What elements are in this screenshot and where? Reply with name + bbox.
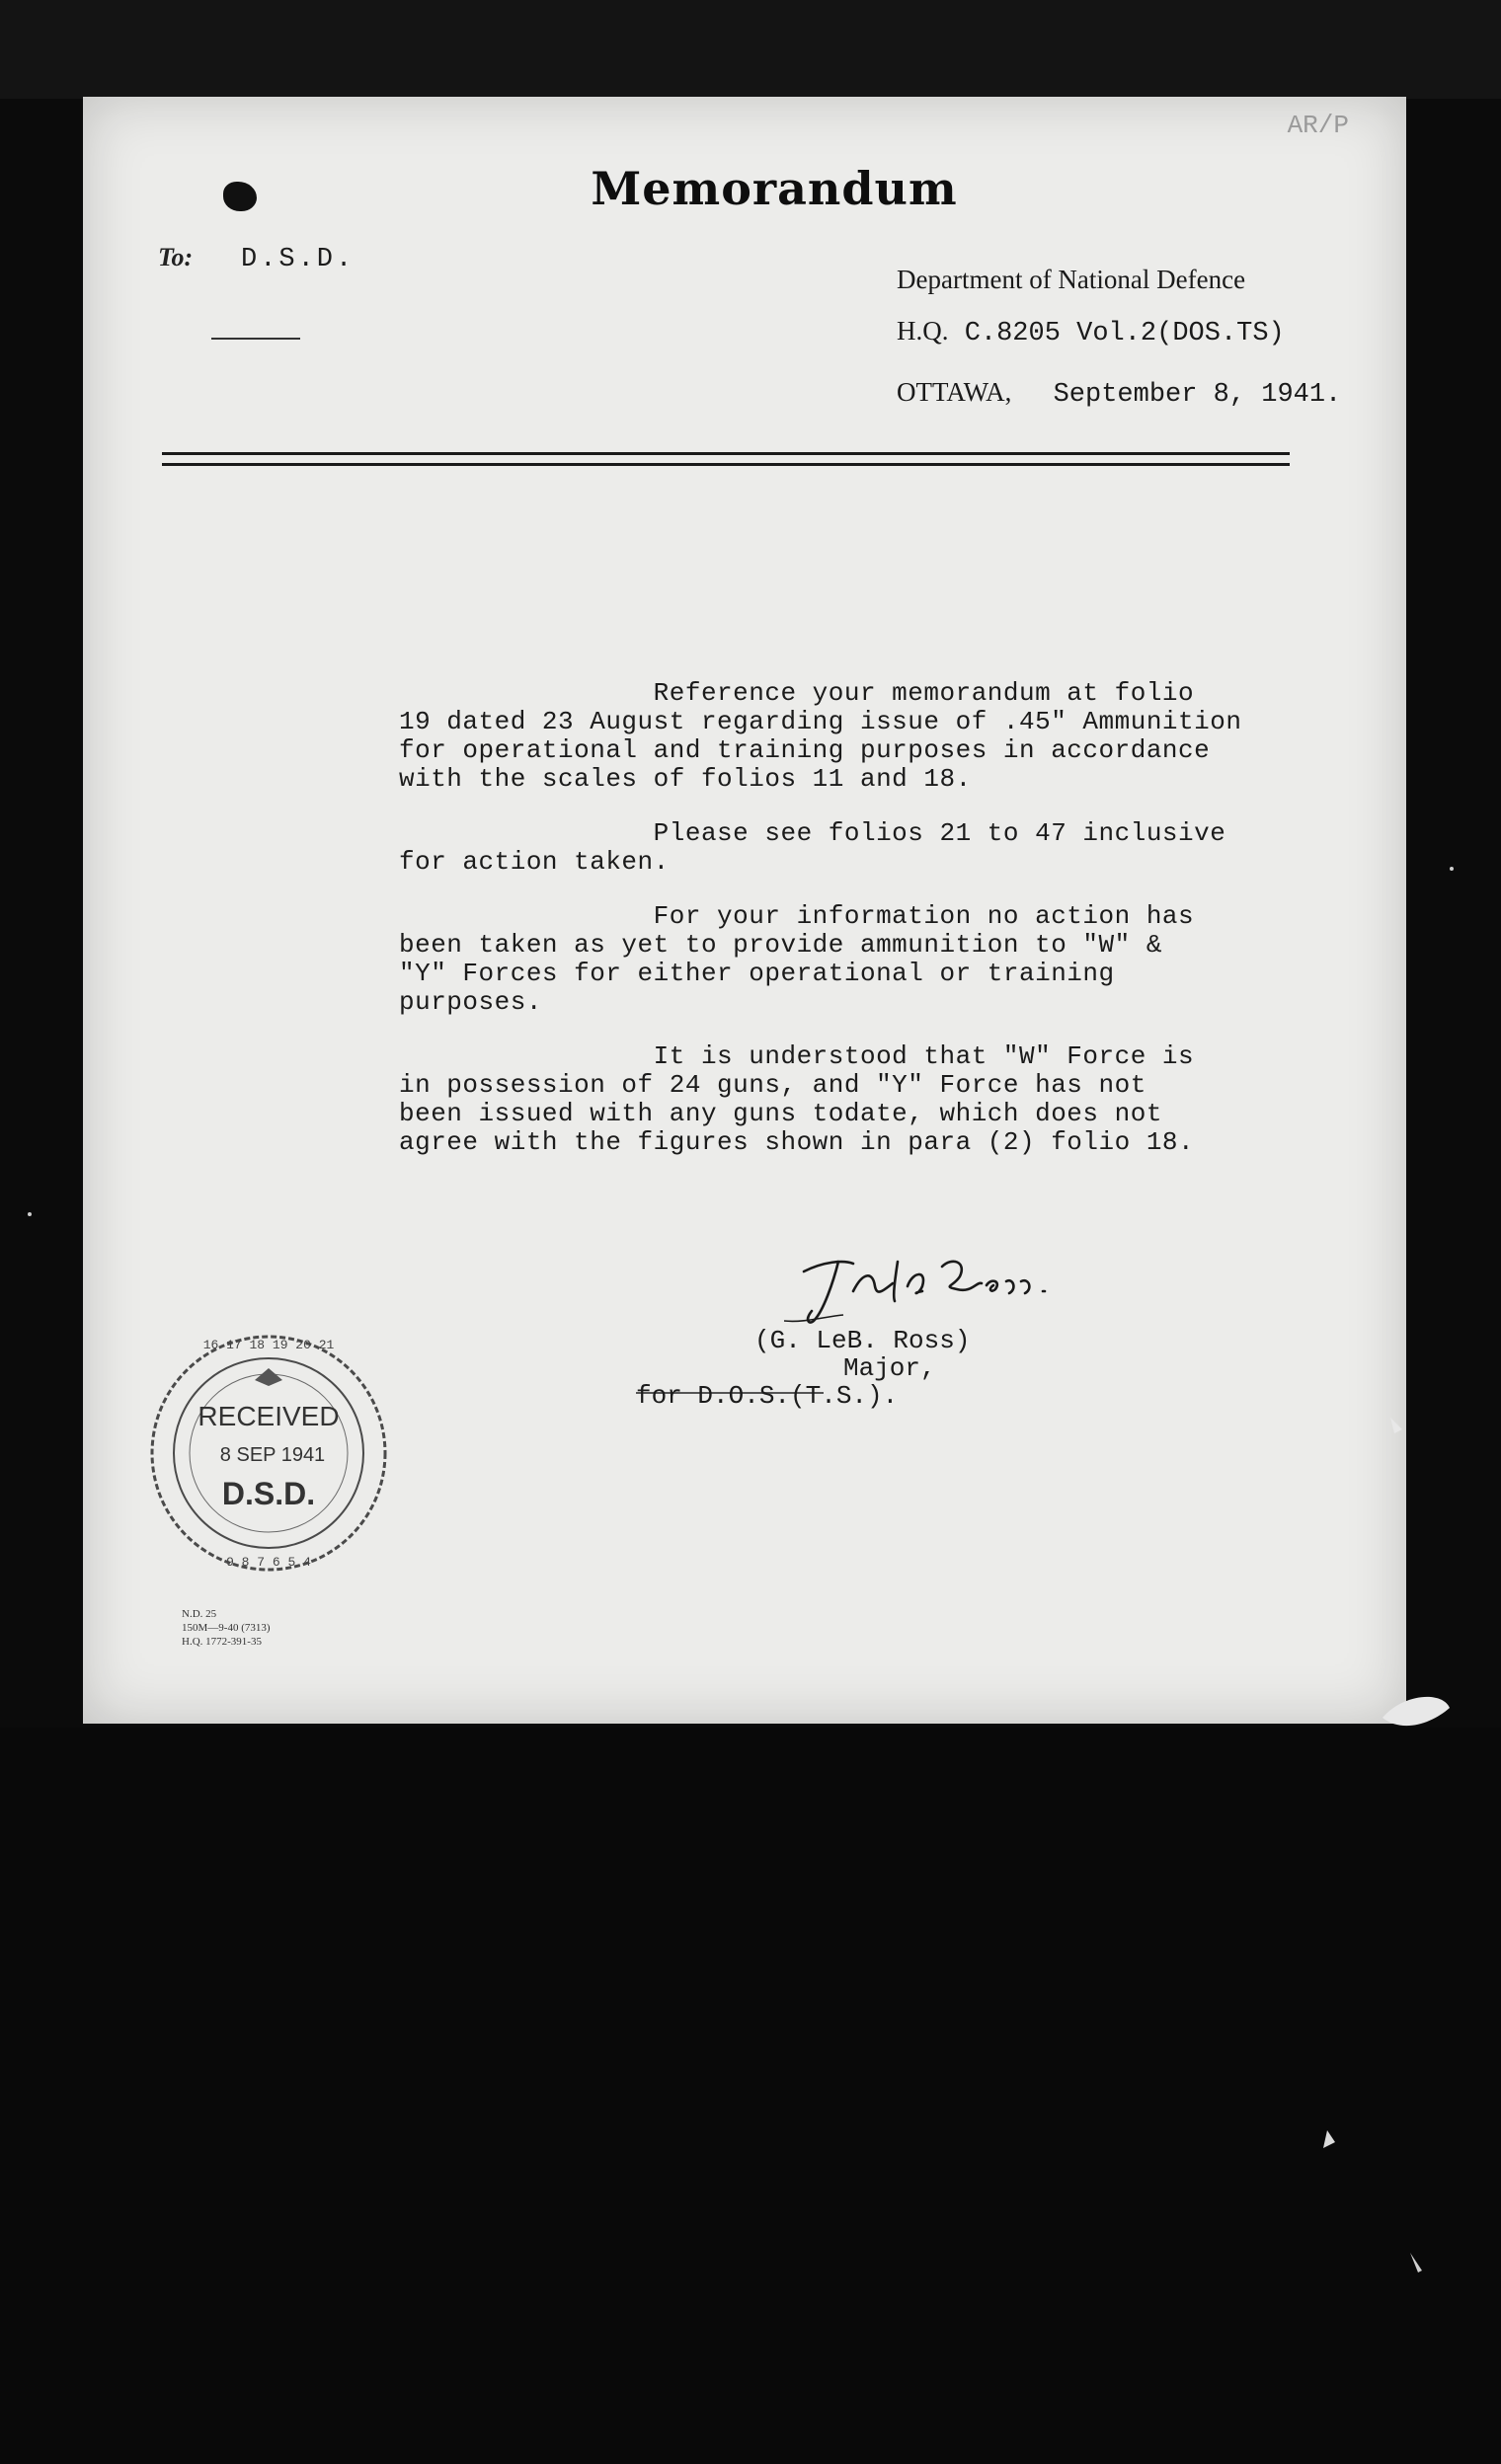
signatory-name: (G. LeB. Ross) bbox=[754, 1326, 971, 1355]
svg-text:9 8 7 6 5 4: 9 8 7 6 5 4 bbox=[226, 1555, 311, 1570]
place-date-line bbox=[897, 377, 1341, 410]
to-recipient: D.S.D. bbox=[241, 245, 356, 274]
film-border-bottom bbox=[0, 1728, 1501, 2464]
signatory-rank: Major, bbox=[843, 1353, 936, 1383]
stamp-received-text: RECEIVED bbox=[198, 1401, 340, 1431]
received-stamp bbox=[144, 1329, 393, 1578]
stamp-office-text: D.S.D. bbox=[221, 1476, 316, 1511]
hq-prefix: H.Q. bbox=[897, 316, 949, 346]
paragraph-3: For your information no action has been taken as yet to provide ammunition to "W" & "Y" Forces for either operational or training purposes. bbox=[399, 901, 1195, 1017]
paragraph-2: Please see folios 21 to 47 inclusive for action taken. bbox=[399, 818, 1226, 877]
city: OTTAWA, bbox=[897, 377, 1012, 407]
handwritten-signature bbox=[784, 1242, 1080, 1331]
paragraph-1: Reference your memorandum at folio 19 dated 23 August regarding issue of .45" Ammunition for operational and training purposes in accordance with the scales of folios 11 and 18. bbox=[399, 678, 1242, 794]
film-border-top bbox=[0, 0, 1501, 99]
department-name: Department of National Defence bbox=[897, 265, 1246, 294]
hq-reference bbox=[897, 316, 1285, 348]
svg-text:16 17 18 19 20 21: 16 17 18 19 20 21 bbox=[202, 1338, 335, 1352]
memo-date: September 8, 1941. bbox=[1053, 380, 1342, 410]
signature-block bbox=[636, 1326, 971, 1411]
signatory-for: for D.O.S.(T.S.). bbox=[636, 1381, 899, 1411]
ink-blot bbox=[223, 182, 257, 211]
paragraph-4: It is understood that "W" Force is in possession of 24 guns, and "Y" Force has not been issued with any guns todate, which does not agree with the figures shown in para (2) folio 18. bbox=[399, 1041, 1195, 1157]
hq-file-number: C.8205 Vol.2(DOS.TS) bbox=[964, 319, 1285, 348]
corner-mark: AR/P bbox=[1287, 111, 1349, 140]
memo-body bbox=[399, 679, 1347, 1183]
to-underline bbox=[211, 338, 300, 340]
form-number-line-2: 150M—9-40 (7313) bbox=[182, 1622, 271, 1634]
stamp-date-text: 8 SEP 1941 bbox=[219, 1444, 326, 1466]
memo-title: Memorandum bbox=[591, 162, 958, 215]
to-label: To: bbox=[158, 243, 194, 271]
form-number bbox=[182, 1607, 271, 1649]
form-number-line-1: N.D. 25 bbox=[182, 1608, 217, 1620]
memo-page bbox=[83, 97, 1406, 1724]
header-divider bbox=[162, 452, 1290, 466]
form-number-line-3: H.Q. 1772-391-35 bbox=[182, 1636, 262, 1648]
